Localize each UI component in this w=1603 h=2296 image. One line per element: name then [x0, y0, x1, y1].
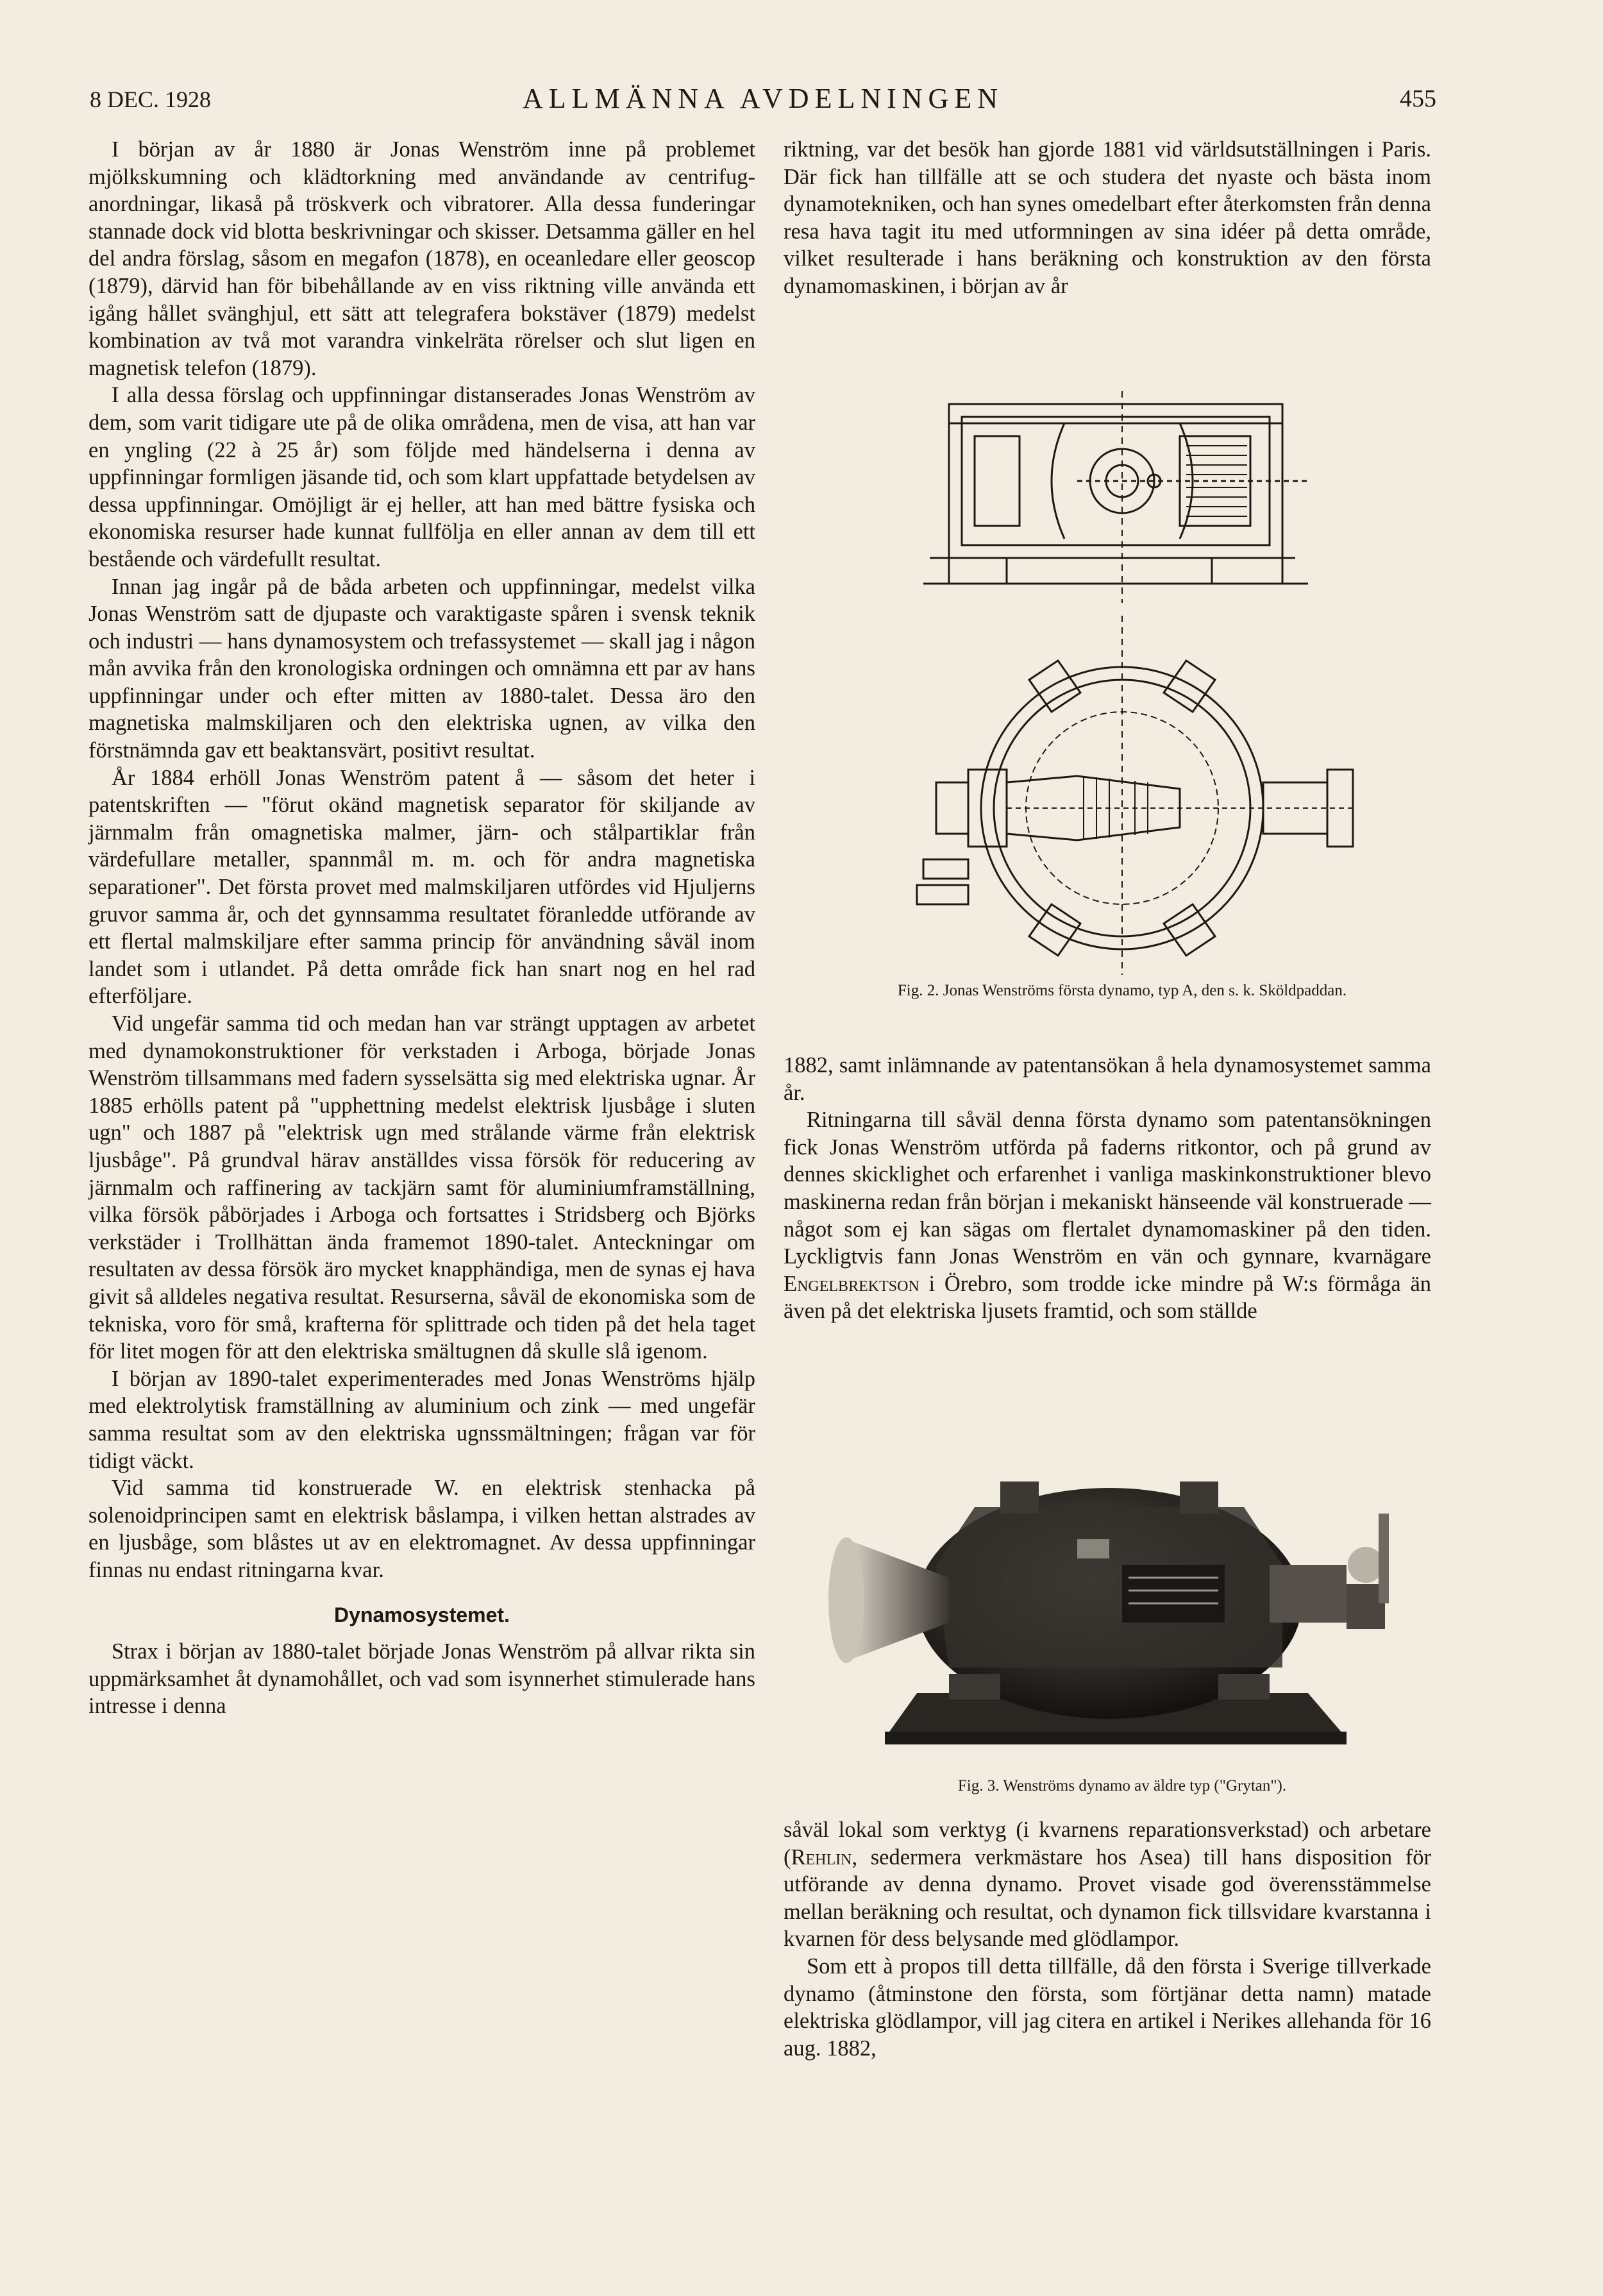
header-title: ALLMÄNNA AVDELNINGEN — [523, 83, 1003, 114]
paragraph: 1882, samt inlämnande av patentansökan å hela dynamosystemet samma år. — [784, 1053, 1431, 1105]
left-column — [88, 136, 755, 1720]
paragraph: I början av år 1880 är Jonas Wenström inne på problemet mjölkskumning och klädtorkning med användande av centrifug-anordningar, likaså på tröskverk och vibratorer. Alla dessa funderingar stannade dock vid blotta beskrivningar och skisser. Detsamma gäller en hel del andra förslag, såsom en megafon (1878), en oceanledare eller geoscop (1879), därvid han för bibehållande av en viss riktning ville använda ett igång hållet svänghjul, ett sätt att telegrafera bokstäver (1879) medelst kombination av två mot varandra vinkelräta rörelser och slut ligen en magnetisk telefon (1879). — [88, 137, 755, 380]
paragraph: Strax i början av 1880-talet började Jonas Wenström på allvar rikta sin uppmärksamhet åt dynamohållet, och vad som isynnerhet stimulerade hans intresse i denna — [88, 1639, 755, 1719]
right-column-top — [784, 136, 1431, 300]
fig2-caption: Fig. 2. Jonas Wenströms första dynamo, typ A, den s. k. Sköldpaddan. — [897, 982, 1347, 999]
section-heading: Dynamosystemet. — [334, 1603, 510, 1627]
paragraph: Ritningarna till såväl denna första dynamo som patentansökningen fick Jonas Wenström utförda på faderns ritkontor, och på grund av dennes skicklighet och erfarenhet i vanliga maskinkonstruktioner blevo maskinerna redan från början i mekaniskt hänseende väl konstruerade — något som ej kan sägas om flertalet dynamomaskiner på den tiden. Lyckligtvis fann Jonas Wenström en vän och gynnare, kvarnägare Engelbrektson i Örebro, som trodde icke mindre på W:s förmåga än även på det elektriska ljusets framtid, och som ställde — [784, 1108, 1432, 1324]
page-header — [90, 82, 1436, 121]
paragraph: Som ett à propos till detta tillfälle, då den första i Sverige tillverkade dynamo (åtminstone den första, som förtjänar detta namn) matade elektriska glödlampor, vill jag citera en artikel i Nerikes allehanda för 16 aug. 1882, — [784, 1954, 1431, 2061]
paragraph: Vid ungefär samma tid och medan han var strängt upptagen av arbetet med dynamokonstruktioner för verkstaden i Arboga, började Jonas Wenström tillsammans med fadern sysselsätta sig med elektriska ugnar. År 1885 erhölls patent på "upphettning medelst elektrisk ljusbåge i sluten ugn" och 1887 på "elektrisk ugn med strålande värme från elektrisk ljusbåge". På grundval härav anställdes vissa försök för reducering av järnmalm och raffinering av tackjärn samt för aluminiumframställning, vilka försök påbörjades i Arboga och fortsattes i Stridsberg och Björks verkstäder i Trollhättan ända framemot 1890-talet. Anteckningar om resultaten av dessa försök äro mycket knapphändiga, men de synas ej hava givit så alldeles negativa resultat. Resurserna, såväl de ekonomiska som de tekniska, voro för små, krafterna för splittrade och tiden på det hela taget för litet mogen för att den elektriska smältugnen då skulle slå igenom. — [88, 1011, 755, 1364]
header-date: 8 DEC. 1928 — [90, 87, 211, 112]
page-number: 455 — [1400, 85, 1436, 112]
fig3-photo — [821, 1437, 1411, 1757]
paragraph: År 1884 erhöll Jonas Wenström patent å — såsom det heter i patentskriften — "förut okänd magnetisk separator för skiljande av järnmalm från omagnetiska malmer, järn- och stålpartiklar från värdefullare metaller, spannmål m. m. och för andra magnetiska separationer". Det första provet med malmskiljaren utfördes vid Hjuljerns gruvor samma år, och det gynnsamma resultatet föranledde utförande av ett flertal malmskiljare efter samma princip för användning såväl inom landet som i utlandet. På detta område fick han snart nog en hel rad efterföljare. — [88, 765, 755, 1009]
paragraph: Vid samma tid konstruerade W. en elektrisk stenhacka på solenoidprincipen samt en elektrisk båslampa, i vilken hettan alstrades av en ljusbåge, som blåstes ut av en elektromagnet. Av dessa uppfinningar finnas nu endast ritningarna kvar. — [88, 1476, 755, 1582]
paragraph: I början av 1890-talet experimenterades med Jonas Wenströms hjälp med elektrolytisk framställning av aluminium och zink — med ungefär samma resultat som av den elektriska ugnssmältningen; frågan var för tidigt väckt. — [88, 1366, 755, 1473]
dynamo-technical-drawing — [911, 385, 1359, 975]
name-engelbrektson: Engelbrektson — [784, 1271, 919, 1296]
name-rehlin: Rehlin — [791, 1844, 852, 1870]
right-column-bottom — [784, 1816, 1431, 2062]
paragraph: riktning, var det besök han gjorde 1881 vid världsutställningen i Paris. Där fick han tillfälle att se och studera det nyaste och bästa inom dynamotekniken, och han synes omedelbart efter återkomsten från denna resa hava tagit itu med utformningen av sina idéer på detta område, vilket resulterade i hans beräkning och konstruktion av den första dynamomaskinen, i början av år — [784, 137, 1431, 298]
paragraph: såväl lokal som verktyg (i kvarnens reparationsverkstad) och arbetare (Rehlin, sedermera verkmästare hos Asea) till hans disposition för utförande av denna dynamo. Provet visade god överensstämmelse mellan beräkning och resultat, och dynamon fick tillsvidare kvarstanna i kvarnen för dess belysande med glödlampor. — [784, 1818, 1431, 1952]
right-column-middle — [784, 1052, 1431, 1325]
dynamo-photograph — [821, 1437, 1411, 1757]
fig3-caption: Fig. 3. Wenströms dynamo av äldre typ ("Grytan"). — [957, 1777, 1287, 1794]
paragraph: Innan jag ingår på de båda arbeten och uppfinningar, medelst vilka Jonas Wenström satt de djupaste och varaktigaste spåren i svensk teknik och industri — hans dynamosystem och trefassystemet — skall jag i någon mån avvika från den kronologiska ordningen och omnämna ett par av hans uppfinningar under och efter mitten av 1880-talet. Dessa äro den magnetiska malmskiljaren och den elektriska ugnen, av vilka den förstnämnda gav ett beaktansvärt, positivt resultat. — [88, 574, 755, 763]
fig2-drawing — [911, 385, 1359, 975]
paragraph: I alla dessa förslag och uppfinningar distanserades Jonas Wenström av dem, som varit tidigare ute på de olika områdena, men de visa, att han var en yngling (22 à 25 år) som följde med händelserna i denna av uppfinningar formligen jäsande tid, och som klart uppfattade betydelsen av dessa uppfinningar. Omöjligt är ej heller, att han med bättre fysiska och ekonomiska resurser hade kunnat fullfölja en eller annan av dem till ett bestående och värdefullt resultat. — [88, 383, 755, 571]
